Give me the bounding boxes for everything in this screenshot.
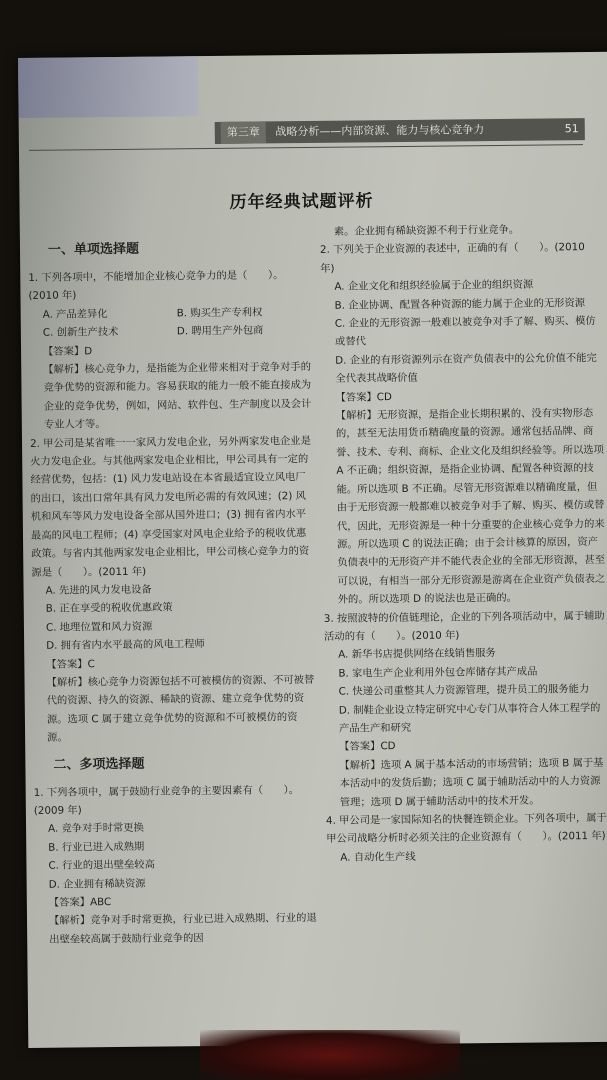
question-stem: 4. 甲公司是一家国际知名的快餐连锁企业。下列各项中，属于甲公司战略分析时必须关注的企业资源有（ ）。(2011 年) [325, 811, 607, 846]
page-title: 历年经典试题评析 [229, 191, 374, 213]
analysis: 【解析】竞争对手时常更换，行业已进入成熟期、行业的退出壁垒较高属于鼓励行业竞争的因 [48, 912, 317, 946]
running-header [215, 118, 585, 144]
question-stem: 2. 甲公司是某省唯一一家风力发电企业，另外两家发电企业是火力发电企业。与其他两家发电企业相比，甲公司具有一定的经营优势，包括：(1) 风力发电站设在本省最适宜设立风电厂的出口，该出口常年具有风力发电所必需的有效风速；(2) 风机和风车等风力发电设备全部从国外进口；(3) 拥有省内水平最高的风电工程师；(4) 享受国家对风电企业给予的税收优惠政策。与省内其他两家发电企业相比，甲公司核心竞争力的资源是（ ）。(2011 年) [29, 434, 311, 579]
option-c: C. 地理位置和风力资源 [45, 620, 153, 634]
option-b: B. 购买生产专利权 [176, 306, 263, 320]
answer: 【答案】ABC [48, 896, 112, 909]
chapter-title: 战略分析——内部资源、能力与核心竞争力 [275, 123, 485, 139]
option-c: C. 创新生产技术 [42, 326, 119, 339]
option-d: D. 企业的有形资源列示在资产负债表中的公允价值不能完全代表其战略价值 [335, 351, 597, 385]
question-2 [30, 432, 315, 748]
option-d: D. 制鞋企业设立特定研究中心专门从事符合人体工程学的产品生产和研究 [338, 701, 601, 735]
option-d: D. 聘用生产外包商 [176, 324, 264, 338]
answer: 【答案】CD [335, 390, 392, 404]
continued-text: 素。企业拥有稀缺资源不利于行业竞争。 [333, 223, 520, 238]
option-c: C. 快递公司重整其人力资源管理，提升员工的服务能力 [338, 683, 590, 698]
chapter-label: 第三章 [221, 121, 266, 143]
option-b: B. 正在享受的税收优惠政策 [45, 601, 173, 616]
right-column [320, 220, 607, 867]
question-3 [34, 780, 318, 949]
question-stem: 2. 下列关于企业资源的表述中，正确的有（ ）。(2010 年) [319, 241, 585, 275]
question-stem: 3. 按照波特的价值链理论，企业的下列各项活动中，属于辅助活动的有（ ）。(2010 年) [323, 609, 605, 643]
answer: 【答案】CD [339, 740, 396, 754]
option-d: D. 拥有省内水平最高的风电工程师 [46, 638, 205, 652]
option-a: A. 产品差异化 [42, 307, 108, 321]
section-heading-single-choice: 一、单项选择题 [47, 241, 140, 258]
option-a: A. 自动化生产线 [340, 850, 416, 864]
analysis: 【解析】选项 A 属于基本活动的市场营销；选项 B 属于基本活动中的发货后勤；选项 C 属于辅助活动中的人力资源管理；选项 D 属于辅助活动中的技术开发。 [339, 756, 604, 809]
analysis: 【解析】无形资源，是指企业长期积累的、没有实物形态的，甚至无法用货币精确度量的资源。通常包括品牌、商誉、技术、专利、商标、企业文化及组织经验等。所以选项 A 不正确；组织资源，是指企业协调、配置各种资源的技能。所以选项 B 不正确。尽管无形资源难以精确度量，但由于无形资源一般都难以被竞争对手了解、购买、模仿或替代，因此，无形资源是一种十分重要的企业核心竞争力的来源。所以选项 C 的说法正确；由于会计核算的原因，资产负债表中的无形资产并不能代表企业的全部无形资源，甚至可以说，有相当一部分无形资源是游离在企业资产负债表之外的。所以选项 D 的说法也是正确的。 [335, 407, 606, 606]
question-1 [28, 266, 312, 435]
question-6 [326, 809, 607, 867]
option-c: C. 企业的无形资源一般难以被竞争对手了解、购买、模仿或替代 [334, 314, 596, 349]
option-a: A. 新华书店提供网络在线销售服务 [338, 647, 496, 662]
question-stem: 1. 下列各项中，不能增加企业核心竞争力的是（ ）。(2010 年) [28, 269, 284, 303]
underlying-page [18, 56, 199, 118]
option-b: B. 行业已进入成熟期 [48, 840, 145, 854]
option-d: D. 企业拥有稀缺资源 [48, 877, 146, 891]
book-page [18, 52, 607, 1048]
page-number: 51 [564, 122, 579, 136]
analysis: 【解析】核心竞争力资源包括不可被模仿的资源、不可被替代的资源、持久的资源、稀缺的资源、建立竞争优势的资源。选项 C 属于建立竞争优势的资源和不可被模仿的资源。 [46, 673, 315, 744]
option-b: B. 企业协调、配置各种资源的能力属于企业的无形资源 [334, 296, 586, 312]
left-column [28, 230, 317, 949]
question-stem: 1. 下列各项中，属于鼓励行业竞争的主要因素有（ ）。(2009 年) [33, 783, 300, 817]
answer: 【答案】C [46, 657, 95, 671]
option-a: A. 先进的风力发电设备 [45, 583, 152, 597]
analysis: 【解析】核心竞争力，是指能为企业带来相对于竞争对手的竞争优势的资源和能力。容易获取的能力一般不能直接成为企业的竞争优势，例如，网站、软件包、生产制度以及会计专业人才等。 [43, 360, 312, 431]
question-5 [324, 606, 607, 811]
question-4 [320, 238, 606, 609]
answer: 【答案】D [43, 344, 93, 358]
option-a: A. 竞争对手时常更换 [48, 822, 144, 836]
option-b: B. 家电生产企业利用外包仓库储存其产成品 [338, 665, 538, 680]
header-rule [29, 144, 583, 151]
option-c: C. 行业的退出壁垒较高 [48, 858, 155, 872]
background-object [200, 1030, 460, 1080]
section-heading-multiple-choice: 二、多项选择题 [53, 756, 145, 773]
option-a: A. 企业文化和组织经验属于企业的组织资源 [334, 278, 534, 293]
